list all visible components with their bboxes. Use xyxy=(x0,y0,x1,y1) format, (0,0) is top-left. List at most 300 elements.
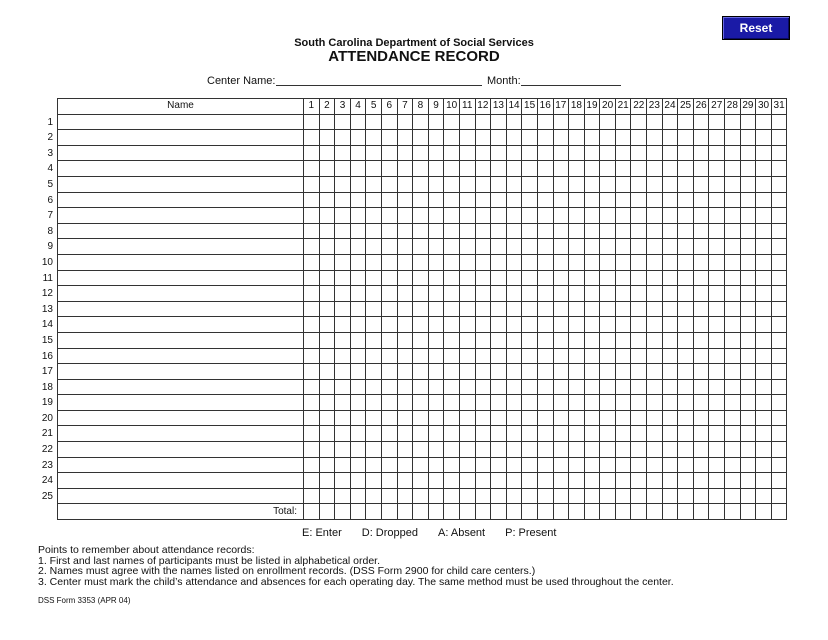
day-cell[interactable] xyxy=(444,488,460,504)
day-cell[interactable] xyxy=(413,395,429,411)
day-cell[interactable] xyxy=(381,317,397,333)
day-cell[interactable] xyxy=(631,192,647,208)
day-cell[interactable] xyxy=(413,192,429,208)
day-cell[interactable] xyxy=(725,270,741,286)
day-cell[interactable] xyxy=(335,332,351,348)
day-cell[interactable] xyxy=(678,176,694,192)
day-cell[interactable] xyxy=(506,270,522,286)
day-cell[interactable] xyxy=(491,488,507,504)
name-cell[interactable] xyxy=(58,254,304,270)
day-cell[interactable] xyxy=(725,145,741,161)
day-cell[interactable] xyxy=(771,301,787,317)
day-cell[interactable] xyxy=(335,130,351,146)
day-cell[interactable] xyxy=(413,270,429,286)
day-cell[interactable] xyxy=(569,426,585,442)
day-cell[interactable] xyxy=(569,332,585,348)
day-cell[interactable] xyxy=(615,145,631,161)
day-cell[interactable] xyxy=(506,130,522,146)
day-cell[interactable] xyxy=(475,410,491,426)
day-cell[interactable] xyxy=(756,379,772,395)
day-cell[interactable] xyxy=(771,457,787,473)
day-cell[interactable] xyxy=(569,301,585,317)
day-cell[interactable] xyxy=(304,457,320,473)
day-cell[interactable] xyxy=(381,395,397,411)
day-cell[interactable] xyxy=(756,223,772,239)
total-cell[interactable] xyxy=(647,504,663,520)
day-cell[interactable] xyxy=(662,254,678,270)
total-cell[interactable] xyxy=(600,504,616,520)
day-cell[interactable] xyxy=(569,488,585,504)
name-cell[interactable] xyxy=(58,364,304,380)
day-cell[interactable] xyxy=(725,426,741,442)
day-cell[interactable] xyxy=(553,426,569,442)
day-cell[interactable] xyxy=(647,239,663,255)
day-cell[interactable] xyxy=(522,145,538,161)
day-cell[interactable] xyxy=(569,114,585,130)
day-cell[interactable] xyxy=(381,457,397,473)
day-cell[interactable] xyxy=(771,270,787,286)
total-cell[interactable] xyxy=(459,504,475,520)
day-cell[interactable] xyxy=(647,442,663,458)
day-cell[interactable] xyxy=(413,473,429,489)
day-cell[interactable] xyxy=(335,239,351,255)
total-cell[interactable] xyxy=(444,504,460,520)
day-cell[interactable] xyxy=(725,488,741,504)
day-cell[interactable] xyxy=(366,145,382,161)
day-cell[interactable] xyxy=(397,286,413,302)
day-cell[interactable] xyxy=(335,426,351,442)
day-cell[interactable] xyxy=(428,114,444,130)
day-cell[interactable] xyxy=(413,426,429,442)
day-cell[interactable] xyxy=(319,426,335,442)
day-cell[interactable] xyxy=(506,239,522,255)
day-cell[interactable] xyxy=(459,488,475,504)
day-cell[interactable] xyxy=(584,426,600,442)
day-cell[interactable] xyxy=(631,176,647,192)
day-cell[interactable] xyxy=(600,379,616,395)
day-cell[interactable] xyxy=(662,442,678,458)
day-cell[interactable] xyxy=(397,114,413,130)
day-cell[interactable] xyxy=(740,161,756,177)
day-cell[interactable] xyxy=(584,379,600,395)
day-cell[interactable] xyxy=(693,426,709,442)
day-cell[interactable] xyxy=(771,145,787,161)
day-cell[interactable] xyxy=(709,332,725,348)
day-cell[interactable] xyxy=(444,192,460,208)
day-cell[interactable] xyxy=(459,239,475,255)
day-cell[interactable] xyxy=(491,426,507,442)
day-cell[interactable] xyxy=(693,395,709,411)
day-cell[interactable] xyxy=(428,208,444,224)
day-cell[interactable] xyxy=(522,348,538,364)
day-cell[interactable] xyxy=(662,130,678,146)
day-cell[interactable] xyxy=(319,161,335,177)
total-cell[interactable] xyxy=(553,504,569,520)
day-cell[interactable] xyxy=(350,317,366,333)
day-cell[interactable] xyxy=(553,410,569,426)
day-cell[interactable] xyxy=(662,457,678,473)
day-cell[interactable] xyxy=(693,192,709,208)
day-cell[interactable] xyxy=(428,426,444,442)
name-cell[interactable] xyxy=(58,410,304,426)
day-cell[interactable] xyxy=(662,145,678,161)
day-cell[interactable] xyxy=(709,208,725,224)
day-cell[interactable] xyxy=(366,395,382,411)
day-cell[interactable] xyxy=(428,457,444,473)
day-cell[interactable] xyxy=(584,254,600,270)
day-cell[interactable] xyxy=(506,301,522,317)
day-cell[interactable] xyxy=(397,473,413,489)
day-cell[interactable] xyxy=(522,364,538,380)
day-cell[interactable] xyxy=(553,254,569,270)
day-cell[interactable] xyxy=(678,442,694,458)
day-cell[interactable] xyxy=(662,426,678,442)
day-cell[interactable] xyxy=(459,161,475,177)
day-cell[interactable] xyxy=(475,223,491,239)
day-cell[interactable] xyxy=(725,239,741,255)
day-cell[interactable] xyxy=(366,130,382,146)
day-cell[interactable] xyxy=(693,473,709,489)
day-cell[interactable] xyxy=(522,161,538,177)
day-cell[interactable] xyxy=(740,301,756,317)
day-cell[interactable] xyxy=(678,130,694,146)
day-cell[interactable] xyxy=(725,379,741,395)
day-cell[interactable] xyxy=(397,379,413,395)
day-cell[interactable] xyxy=(771,317,787,333)
day-cell[interactable] xyxy=(397,130,413,146)
day-cell[interactable] xyxy=(413,442,429,458)
total-cell[interactable] xyxy=(304,504,320,520)
day-cell[interactable] xyxy=(553,161,569,177)
day-cell[interactable] xyxy=(304,364,320,380)
day-cell[interactable] xyxy=(459,223,475,239)
day-cell[interactable] xyxy=(491,473,507,489)
day-cell[interactable] xyxy=(615,176,631,192)
day-cell[interactable] xyxy=(756,426,772,442)
day-cell[interactable] xyxy=(366,176,382,192)
day-cell[interactable] xyxy=(647,364,663,380)
day-cell[interactable] xyxy=(366,473,382,489)
name-cell[interactable] xyxy=(58,379,304,395)
day-cell[interactable] xyxy=(647,223,663,239)
day-cell[interactable] xyxy=(304,410,320,426)
day-cell[interactable] xyxy=(647,270,663,286)
day-cell[interactable] xyxy=(647,130,663,146)
day-cell[interactable] xyxy=(522,379,538,395)
day-cell[interactable] xyxy=(771,442,787,458)
day-cell[interactable] xyxy=(553,457,569,473)
day-cell[interactable] xyxy=(678,473,694,489)
day-cell[interactable] xyxy=(584,145,600,161)
day-cell[interactable] xyxy=(428,348,444,364)
day-cell[interactable] xyxy=(475,286,491,302)
day-cell[interactable] xyxy=(475,161,491,177)
day-cell[interactable] xyxy=(756,317,772,333)
day-cell[interactable] xyxy=(631,208,647,224)
day-cell[interactable] xyxy=(413,332,429,348)
day-cell[interactable] xyxy=(662,208,678,224)
day-cell[interactable] xyxy=(459,301,475,317)
day-cell[interactable] xyxy=(615,223,631,239)
day-cell[interactable] xyxy=(600,130,616,146)
day-cell[interactable] xyxy=(413,176,429,192)
day-cell[interactable] xyxy=(631,364,647,380)
day-cell[interactable] xyxy=(444,317,460,333)
day-cell[interactable] xyxy=(553,395,569,411)
day-cell[interactable] xyxy=(647,426,663,442)
day-cell[interactable] xyxy=(725,114,741,130)
day-cell[interactable] xyxy=(647,286,663,302)
day-cell[interactable] xyxy=(459,145,475,161)
day-cell[interactable] xyxy=(725,457,741,473)
day-cell[interactable] xyxy=(771,239,787,255)
day-cell[interactable] xyxy=(506,317,522,333)
day-cell[interactable] xyxy=(350,223,366,239)
day-cell[interactable] xyxy=(631,301,647,317)
day-cell[interactable] xyxy=(475,364,491,380)
day-cell[interactable] xyxy=(319,270,335,286)
day-cell[interactable] xyxy=(740,114,756,130)
day-cell[interactable] xyxy=(350,286,366,302)
day-cell[interactable] xyxy=(756,364,772,380)
day-cell[interactable] xyxy=(428,364,444,380)
day-cell[interactable] xyxy=(709,473,725,489)
name-cell[interactable] xyxy=(58,114,304,130)
day-cell[interactable] xyxy=(459,130,475,146)
total-cell[interactable] xyxy=(662,504,678,520)
day-cell[interactable] xyxy=(444,176,460,192)
day-cell[interactable] xyxy=(537,301,553,317)
day-cell[interactable] xyxy=(506,473,522,489)
day-cell[interactable] xyxy=(381,473,397,489)
day-cell[interactable] xyxy=(491,332,507,348)
day-cell[interactable] xyxy=(475,457,491,473)
day-cell[interactable] xyxy=(600,410,616,426)
day-cell[interactable] xyxy=(771,364,787,380)
day-cell[interactable] xyxy=(740,317,756,333)
day-cell[interactable] xyxy=(631,426,647,442)
day-cell[interactable] xyxy=(475,114,491,130)
day-cell[interactable] xyxy=(709,395,725,411)
day-cell[interactable] xyxy=(350,473,366,489)
day-cell[interactable] xyxy=(662,395,678,411)
day-cell[interactable] xyxy=(428,301,444,317)
day-cell[interactable] xyxy=(553,442,569,458)
day-cell[interactable] xyxy=(366,270,382,286)
day-cell[interactable] xyxy=(740,239,756,255)
day-cell[interactable] xyxy=(647,332,663,348)
day-cell[interactable] xyxy=(725,161,741,177)
day-cell[interactable] xyxy=(506,379,522,395)
day-cell[interactable] xyxy=(319,145,335,161)
day-cell[interactable] xyxy=(740,348,756,364)
day-cell[interactable] xyxy=(350,270,366,286)
day-cell[interactable] xyxy=(304,286,320,302)
day-cell[interactable] xyxy=(537,317,553,333)
total-cell[interactable] xyxy=(522,504,538,520)
name-cell[interactable] xyxy=(58,473,304,489)
day-cell[interactable] xyxy=(771,488,787,504)
day-cell[interactable] xyxy=(756,176,772,192)
day-cell[interactable] xyxy=(709,301,725,317)
day-cell[interactable] xyxy=(459,442,475,458)
month-field[interactable] xyxy=(521,73,621,86)
day-cell[interactable] xyxy=(678,317,694,333)
day-cell[interactable] xyxy=(662,410,678,426)
day-cell[interactable] xyxy=(553,364,569,380)
day-cell[interactable] xyxy=(662,317,678,333)
day-cell[interactable] xyxy=(444,114,460,130)
name-cell[interactable] xyxy=(58,161,304,177)
day-cell[interactable] xyxy=(647,254,663,270)
day-cell[interactable] xyxy=(537,192,553,208)
name-cell[interactable] xyxy=(58,332,304,348)
day-cell[interactable] xyxy=(709,176,725,192)
day-cell[interactable] xyxy=(366,364,382,380)
day-cell[interactable] xyxy=(444,410,460,426)
day-cell[interactable] xyxy=(428,379,444,395)
day-cell[interactable] xyxy=(771,473,787,489)
day-cell[interactable] xyxy=(771,192,787,208)
day-cell[interactable] xyxy=(304,488,320,504)
name-cell[interactable] xyxy=(58,317,304,333)
day-cell[interactable] xyxy=(459,348,475,364)
total-cell[interactable] xyxy=(491,504,507,520)
day-cell[interactable] xyxy=(506,176,522,192)
day-cell[interactable] xyxy=(319,176,335,192)
day-cell[interactable] xyxy=(647,145,663,161)
day-cell[interactable] xyxy=(771,286,787,302)
day-cell[interactable] xyxy=(771,426,787,442)
day-cell[interactable] xyxy=(693,114,709,130)
day-cell[interactable] xyxy=(444,457,460,473)
day-cell[interactable] xyxy=(647,379,663,395)
day-cell[interactable] xyxy=(381,364,397,380)
day-cell[interactable] xyxy=(771,379,787,395)
day-cell[interactable] xyxy=(553,348,569,364)
day-cell[interactable] xyxy=(475,130,491,146)
day-cell[interactable] xyxy=(428,270,444,286)
day-cell[interactable] xyxy=(506,364,522,380)
day-cell[interactable] xyxy=(459,286,475,302)
day-cell[interactable] xyxy=(413,301,429,317)
day-cell[interactable] xyxy=(584,348,600,364)
day-cell[interactable] xyxy=(725,473,741,489)
day-cell[interactable] xyxy=(553,379,569,395)
day-cell[interactable] xyxy=(491,114,507,130)
day-cell[interactable] xyxy=(366,192,382,208)
day-cell[interactable] xyxy=(381,379,397,395)
day-cell[interactable] xyxy=(631,223,647,239)
day-cell[interactable] xyxy=(569,395,585,411)
day-cell[interactable] xyxy=(631,239,647,255)
day-cell[interactable] xyxy=(771,223,787,239)
day-cell[interactable] xyxy=(366,332,382,348)
day-cell[interactable] xyxy=(444,223,460,239)
day-cell[interactable] xyxy=(413,223,429,239)
day-cell[interactable] xyxy=(335,145,351,161)
day-cell[interactable] xyxy=(709,223,725,239)
day-cell[interactable] xyxy=(693,410,709,426)
day-cell[interactable] xyxy=(444,161,460,177)
day-cell[interactable] xyxy=(397,254,413,270)
day-cell[interactable] xyxy=(304,442,320,458)
day-cell[interactable] xyxy=(413,130,429,146)
day-cell[interactable] xyxy=(335,379,351,395)
day-cell[interactable] xyxy=(725,410,741,426)
day-cell[interactable] xyxy=(522,395,538,411)
day-cell[interactable] xyxy=(569,254,585,270)
day-cell[interactable] xyxy=(366,301,382,317)
day-cell[interactable] xyxy=(381,254,397,270)
day-cell[interactable] xyxy=(506,395,522,411)
day-cell[interactable] xyxy=(475,395,491,411)
day-cell[interactable] xyxy=(304,208,320,224)
day-cell[interactable] xyxy=(631,348,647,364)
day-cell[interactable] xyxy=(662,161,678,177)
day-cell[interactable] xyxy=(506,286,522,302)
day-cell[interactable] xyxy=(304,254,320,270)
day-cell[interactable] xyxy=(522,176,538,192)
day-cell[interactable] xyxy=(366,239,382,255)
day-cell[interactable] xyxy=(709,286,725,302)
day-cell[interactable] xyxy=(678,161,694,177)
day-cell[interactable] xyxy=(740,145,756,161)
day-cell[interactable] xyxy=(491,270,507,286)
day-cell[interactable] xyxy=(756,270,772,286)
day-cell[interactable] xyxy=(506,410,522,426)
day-cell[interactable] xyxy=(366,223,382,239)
total-cell[interactable] xyxy=(725,504,741,520)
day-cell[interactable] xyxy=(553,301,569,317)
day-cell[interactable] xyxy=(319,223,335,239)
name-cell[interactable] xyxy=(58,145,304,161)
day-cell[interactable] xyxy=(335,286,351,302)
day-cell[interactable] xyxy=(647,395,663,411)
day-cell[interactable] xyxy=(319,395,335,411)
day-cell[interactable] xyxy=(725,192,741,208)
day-cell[interactable] xyxy=(709,488,725,504)
day-cell[interactable] xyxy=(725,208,741,224)
day-cell[interactable] xyxy=(693,317,709,333)
day-cell[interactable] xyxy=(771,254,787,270)
day-cell[interactable] xyxy=(725,301,741,317)
day-cell[interactable] xyxy=(506,348,522,364)
day-cell[interactable] xyxy=(693,145,709,161)
day-cell[interactable] xyxy=(304,270,320,286)
day-cell[interactable] xyxy=(397,410,413,426)
day-cell[interactable] xyxy=(740,364,756,380)
total-cell[interactable] xyxy=(631,504,647,520)
day-cell[interactable] xyxy=(491,301,507,317)
day-cell[interactable] xyxy=(428,286,444,302)
day-cell[interactable] xyxy=(304,348,320,364)
day-cell[interactable] xyxy=(304,395,320,411)
day-cell[interactable] xyxy=(584,286,600,302)
day-cell[interactable] xyxy=(725,176,741,192)
name-cell[interactable] xyxy=(58,208,304,224)
day-cell[interactable] xyxy=(569,208,585,224)
day-cell[interactable] xyxy=(459,426,475,442)
day-cell[interactable] xyxy=(475,332,491,348)
day-cell[interactable] xyxy=(740,332,756,348)
day-cell[interactable] xyxy=(444,379,460,395)
day-cell[interactable] xyxy=(522,473,538,489)
day-cell[interactable] xyxy=(615,286,631,302)
day-cell[interactable] xyxy=(304,176,320,192)
day-cell[interactable] xyxy=(584,223,600,239)
day-cell[interactable] xyxy=(709,161,725,177)
